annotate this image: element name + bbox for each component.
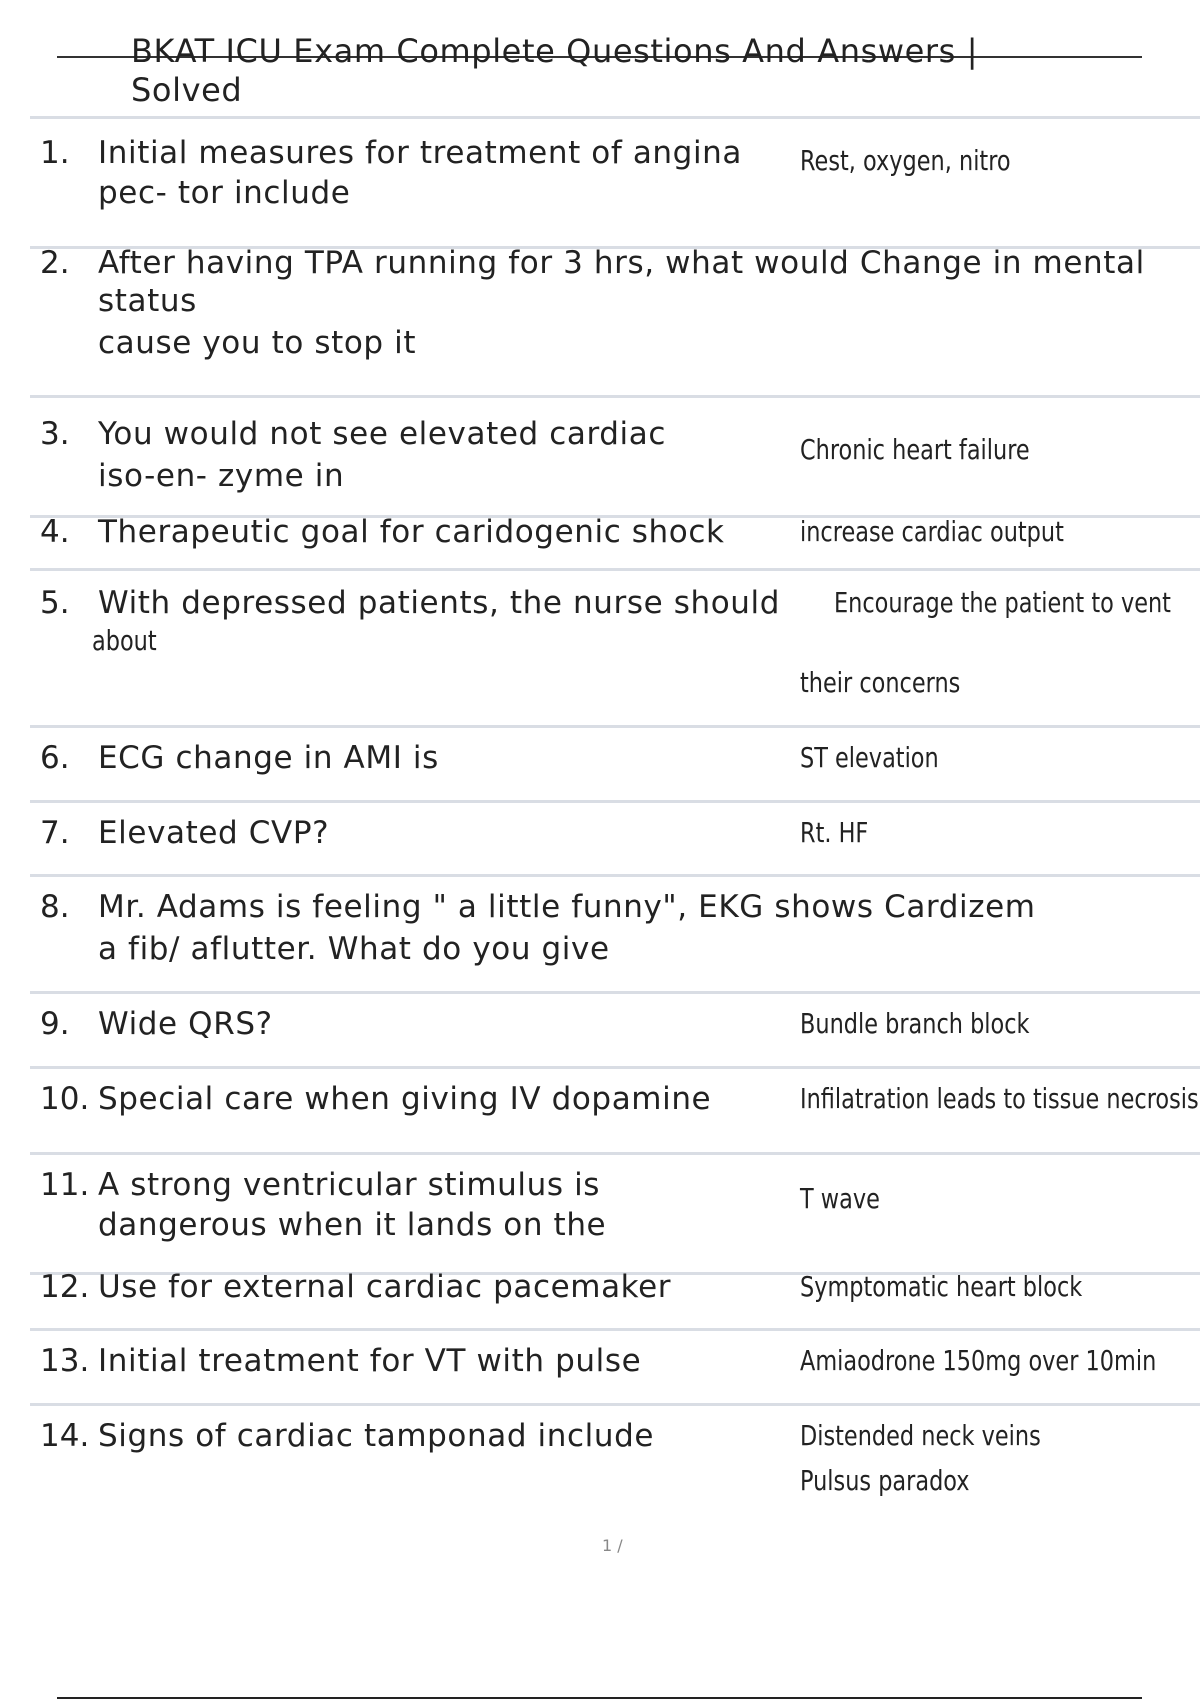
title-line-2: Solved xyxy=(131,71,243,109)
answer: Rest, oxygen, nitro xyxy=(800,144,1011,177)
question-line-1: Initial treatment for VT with pulse xyxy=(98,1343,642,1379)
item-number: 13. xyxy=(40,1343,90,1379)
qa-item-11 xyxy=(30,1152,1200,1275)
question-line-2: pec- tor include xyxy=(98,175,351,211)
qa-item-6 xyxy=(30,725,1200,803)
qa-item-5 xyxy=(30,568,1200,729)
qa-item-8 xyxy=(30,874,1200,995)
item-number: 7. xyxy=(40,815,70,851)
item-number: 10. xyxy=(40,1081,90,1117)
title-line-1: BKAT ICU Exam Complete Questions And Answers | xyxy=(131,32,979,70)
qa-item-14 xyxy=(30,1403,1200,1516)
item-number: 6. xyxy=(40,740,70,776)
question-line-1: Use for external cardiac pacemaker xyxy=(98,1269,672,1305)
page-number: 1 / xyxy=(602,1536,623,1555)
question-line-1: ECG change in AMI is xyxy=(98,740,439,776)
answer: Encourage the patient to vent xyxy=(834,586,1171,619)
answer: increase cardiac output xyxy=(800,515,1064,548)
item-number: 3. xyxy=(40,416,70,452)
question-line-1: Signs of cardiac tamponad include xyxy=(98,1418,655,1454)
question-line-1: After having TPA running for 3 hrs, what would Change in mental xyxy=(98,245,1145,281)
qa-item-2 xyxy=(30,246,1200,399)
question-line-1: Elevated CVP? xyxy=(98,815,330,851)
question-line-2: status xyxy=(98,283,197,319)
answer: T wave xyxy=(800,1182,880,1215)
item-number: 12. xyxy=(40,1269,90,1305)
document-title xyxy=(131,32,1031,110)
item-number: 14. xyxy=(40,1418,90,1454)
answer: Symptomatic heart block xyxy=(800,1270,1083,1303)
qa-item-10 xyxy=(30,1066,1200,1155)
answer: Amiaodrone 150mg over 10min xyxy=(800,1344,1157,1377)
question-line-1: Wide QRS? xyxy=(98,1006,273,1042)
qa-item-3 xyxy=(30,395,1200,518)
question-line-3: cause you to stop it xyxy=(98,325,417,361)
answer: Chronic heart failure xyxy=(800,433,1030,466)
qa-item-7 xyxy=(30,800,1200,878)
answer: ST elevation xyxy=(800,741,939,774)
question-line-1: Mr. Adams is feeling " a little funny", EKG shows Cardizem xyxy=(98,889,1036,925)
question-line-1: Special care when giving IV dopamine xyxy=(98,1081,712,1117)
qa-item-12 xyxy=(30,1269,1200,1331)
answer: Rt. HF xyxy=(800,816,869,849)
question-line-2: a fib/ aflutter. What do you give xyxy=(98,931,610,967)
answer-line-2: their concerns xyxy=(800,666,961,699)
question-line-1: A strong ventricular stimulus is xyxy=(98,1167,601,1203)
qa-item-13 xyxy=(30,1328,1200,1406)
question-line-2: iso-en- zyme in xyxy=(98,458,345,494)
question-line-1: With depressed patients, the nurse should xyxy=(98,585,781,621)
question-line-1: Initial measures for treatment of angina xyxy=(98,135,742,171)
answer: Infilatration leads to tissue necrosis xyxy=(800,1082,1199,1115)
qa-item-1 xyxy=(30,116,1200,249)
item-number: 8. xyxy=(40,889,70,925)
answer: Distended neck veins xyxy=(800,1419,1041,1452)
item-number: 4. xyxy=(40,514,70,550)
question-line-2: about xyxy=(92,624,157,657)
item-number: 2. xyxy=(40,245,70,281)
question-line-1: You would not see elevated cardiac xyxy=(98,416,667,452)
question-line-1: Therapeutic goal for caridogenic shock xyxy=(98,514,725,550)
item-number: 9. xyxy=(40,1006,70,1042)
footer-rule xyxy=(57,1697,1142,1699)
item-number: 11. xyxy=(40,1167,90,1203)
qa-item-4 xyxy=(30,515,1200,573)
answer-line-2: Pulsus paradox xyxy=(800,1464,970,1497)
item-number: 5. xyxy=(40,585,70,621)
question-line-2: dangerous when it lands on the xyxy=(98,1207,607,1243)
qa-item-9 xyxy=(30,991,1200,1069)
answer: Bundle branch block xyxy=(800,1007,1030,1040)
item-number: 1. xyxy=(40,135,70,171)
